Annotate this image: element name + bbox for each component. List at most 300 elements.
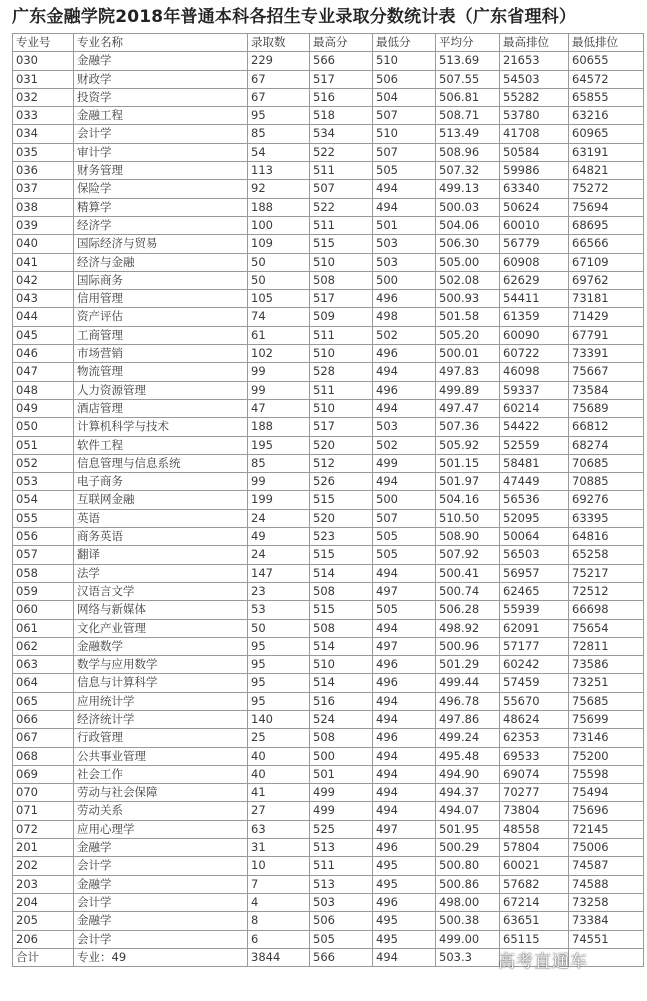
cell-min-score: 507 <box>373 143 436 161</box>
cell-min-score: 505 <box>373 528 436 546</box>
cell-best-rank: 21653 <box>500 52 569 70</box>
cell-major-code: 054 <box>13 491 74 509</box>
cell-avg-score: 500.03 <box>436 198 500 216</box>
cell-admitted-count: 3844 <box>248 948 310 966</box>
cell-min-score: 494 <box>373 564 436 582</box>
cell-major-code: 066 <box>13 710 74 728</box>
column-header-admitted-count: 录取数 <box>248 34 310 52</box>
cell-best-rank: 73804 <box>500 802 569 820</box>
table-row <box>13 528 644 546</box>
table-row <box>13 692 644 710</box>
cell-avg-score: 498.92 <box>436 619 500 637</box>
cell-avg-score: 494.90 <box>436 765 500 783</box>
cell-major-name: 应用统计学 <box>74 692 248 710</box>
cell-min-score: 494 <box>373 784 436 802</box>
table-row <box>13 180 644 198</box>
cell-best-rank: 62629 <box>500 271 569 289</box>
cell-best-rank: 57804 <box>500 839 569 857</box>
cell-avg-score: 506.81 <box>436 88 500 106</box>
cell-major-name: 金融学 <box>74 912 248 930</box>
cell-min-score: 494 <box>373 198 436 216</box>
cell-avg-score: 513.69 <box>436 52 500 70</box>
cell-max-score: 510 <box>310 345 373 363</box>
cell-major-name: 计算机科学与技术 <box>74 418 248 436</box>
cell-lowest-rank: 67109 <box>569 253 644 271</box>
cell-avg-score: 507.55 <box>436 70 500 88</box>
cell-lowest-rank: 65855 <box>569 88 644 106</box>
cell-avg-score: 500.38 <box>436 912 500 930</box>
cell-min-score: 496 <box>373 839 436 857</box>
table-row <box>13 381 644 399</box>
cell-best-rank: 48624 <box>500 710 569 728</box>
cell-avg-score: 497.86 <box>436 710 500 728</box>
cell-best-rank: 56779 <box>500 235 569 253</box>
cell-min-score: 497 <box>373 820 436 838</box>
cell-avg-score: 507.32 <box>436 162 500 180</box>
cell-max-score: 501 <box>310 765 373 783</box>
cell-admitted-count: 140 <box>248 710 310 728</box>
cell-lowest-rank: 60655 <box>569 52 644 70</box>
cell-major-name: 公共事业管理 <box>74 747 248 765</box>
cell-admitted-count: 8 <box>248 912 310 930</box>
cell-major-name: 经济学 <box>74 216 248 234</box>
cell-avg-score: 500.93 <box>436 290 500 308</box>
cell-best-rank: 60214 <box>500 399 569 417</box>
cell-best-rank: 54411 <box>500 290 569 308</box>
cell-major-name: 保险学 <box>74 180 248 198</box>
cell-major-name: 商务英语 <box>74 528 248 546</box>
cell-best-rank: 60021 <box>500 857 569 875</box>
cell-best-rank: 61359 <box>500 308 569 326</box>
cell-major-code: 031 <box>13 70 74 88</box>
cell-major-name: 经济与金融 <box>74 253 248 271</box>
cell-best-rank: 50584 <box>500 143 569 161</box>
cell-admitted-count: 47 <box>248 399 310 417</box>
cell-major-code: 034 <box>13 125 74 143</box>
cell-admitted-count: 53 <box>248 601 310 619</box>
cell-major-name: 财政学 <box>74 70 248 88</box>
cell-min-score: 500 <box>373 491 436 509</box>
cell-max-score: 500 <box>310 747 373 765</box>
cell-lowest-rank: 69762 <box>569 271 644 289</box>
cell-best-rank: 52559 <box>500 436 569 454</box>
cell-lowest-rank: 74551 <box>569 930 644 948</box>
table-row <box>13 363 644 381</box>
table-row <box>13 601 644 619</box>
table-row <box>13 235 644 253</box>
cell-max-score: 525 <box>310 820 373 838</box>
cell-major-code: 039 <box>13 216 74 234</box>
cell-major-code: 051 <box>13 436 74 454</box>
cell-lowest-rank: 73181 <box>569 290 644 308</box>
cell-max-score: 520 <box>310 509 373 527</box>
watermark-text: 高考直通车 <box>498 952 588 972</box>
cell-max-score: 528 <box>310 363 373 381</box>
cell-best-rank: 50624 <box>500 198 569 216</box>
cell-major-name: 财务管理 <box>74 162 248 180</box>
cell-major-name: 文化产业管理 <box>74 619 248 637</box>
cell-max-score: 508 <box>310 619 373 637</box>
cell-major-code: 056 <box>13 528 74 546</box>
cell-best-rank: 59986 <box>500 162 569 180</box>
cell-lowest-rank: 74587 <box>569 857 644 875</box>
cell-major-code: 036 <box>13 162 74 180</box>
cell-avg-score: 500.86 <box>436 875 500 893</box>
cell-min-score: 506 <box>373 70 436 88</box>
cell-admitted-count: 113 <box>248 162 310 180</box>
cell-lowest-rank: 75667 <box>569 363 644 381</box>
cell-min-score: 510 <box>373 125 436 143</box>
cell-min-score: 496 <box>373 381 436 399</box>
cell-best-rank: 55939 <box>500 601 569 619</box>
cell-lowest-rank: 64816 <box>569 528 644 546</box>
cell-min-score: 504 <box>373 88 436 106</box>
cell-max-score: 499 <box>310 802 373 820</box>
cell-max-score: 516 <box>310 692 373 710</box>
cell-lowest-rank: 66698 <box>569 601 644 619</box>
cell-avg-score: 501.97 <box>436 473 500 491</box>
cell-major-name: 专业：49 <box>74 948 248 966</box>
cell-major-code: 059 <box>13 582 74 600</box>
cell-min-score: 495 <box>373 930 436 948</box>
cell-admitted-count: 95 <box>248 637 310 655</box>
table-row <box>13 637 644 655</box>
cell-avg-score: 498.00 <box>436 893 500 911</box>
cell-admitted-count: 102 <box>248 345 310 363</box>
cell-avg-score: 506.30 <box>436 235 500 253</box>
cell-min-score: 510 <box>373 52 436 70</box>
cell-lowest-rank: 73146 <box>569 729 644 747</box>
cell-max-score: 503 <box>310 893 373 911</box>
cell-admitted-count: 85 <box>248 454 310 472</box>
cell-min-score: 496 <box>373 893 436 911</box>
cell-major-code: 037 <box>13 180 74 198</box>
cell-major-code: 065 <box>13 692 74 710</box>
cell-min-score: 497 <box>373 637 436 655</box>
cell-major-name: 物流管理 <box>74 363 248 381</box>
cell-major-name: 劳动与社会保障 <box>74 784 248 802</box>
cell-major-name: 金融数学 <box>74 637 248 655</box>
cell-best-rank: 47449 <box>500 473 569 491</box>
cell-major-name: 会计学 <box>74 857 248 875</box>
cell-major-name: 人力资源管理 <box>74 381 248 399</box>
table-row <box>13 345 644 363</box>
cell-min-score: 507 <box>373 107 436 125</box>
cell-max-score: 534 <box>310 125 373 143</box>
table-row <box>13 271 644 289</box>
cell-admitted-count: 41 <box>248 784 310 802</box>
cell-major-code: 070 <box>13 784 74 802</box>
cell-admitted-count: 40 <box>248 765 310 783</box>
cell-major-name: 会计学 <box>74 893 248 911</box>
table-row <box>13 491 644 509</box>
table-row <box>13 399 644 417</box>
cell-admitted-count: 85 <box>248 125 310 143</box>
cell-admitted-count: 195 <box>248 436 310 454</box>
cell-lowest-rank: 74588 <box>569 875 644 893</box>
cell-avg-score: 508.96 <box>436 143 500 161</box>
cell-major-code: 040 <box>13 235 74 253</box>
cell-major-name: 金融学 <box>74 839 248 857</box>
cell-major-name: 金融学 <box>74 52 248 70</box>
cell-admitted-count: 188 <box>248 198 310 216</box>
table-row <box>13 436 644 454</box>
cell-max-score: 515 <box>310 546 373 564</box>
cell-max-score: 511 <box>310 162 373 180</box>
cell-lowest-rank: 71429 <box>569 308 644 326</box>
cell-best-rank: 60010 <box>500 216 569 234</box>
cell-major-code: 050 <box>13 418 74 436</box>
cell-admitted-count: 100 <box>248 216 310 234</box>
cell-major-code: 047 <box>13 363 74 381</box>
cell-max-score: 512 <box>310 454 373 472</box>
table-row <box>13 70 644 88</box>
cell-lowest-rank: 69276 <box>569 491 644 509</box>
cell-max-score: 499 <box>310 784 373 802</box>
cell-max-score: 518 <box>310 107 373 125</box>
cell-admitted-count: 10 <box>248 857 310 875</box>
cell-major-code: 201 <box>13 839 74 857</box>
cell-max-score: 524 <box>310 710 373 728</box>
cell-major-code: 030 <box>13 52 74 70</box>
cell-lowest-rank: 75598 <box>569 765 644 783</box>
cell-major-code: 203 <box>13 875 74 893</box>
table-row <box>13 198 644 216</box>
admission-score-table <box>12 33 644 967</box>
table-row <box>13 253 644 271</box>
table-row <box>13 912 644 930</box>
cell-min-score: 498 <box>373 308 436 326</box>
cell-admitted-count: 50 <box>248 619 310 637</box>
cell-max-score: 515 <box>310 601 373 619</box>
cell-admitted-count: 63 <box>248 820 310 838</box>
cell-best-rank: 57682 <box>500 875 569 893</box>
cell-lowest-rank: 75217 <box>569 564 644 582</box>
cell-lowest-rank: 67791 <box>569 326 644 344</box>
table-row <box>13 418 644 436</box>
cell-min-score: 494 <box>373 802 436 820</box>
cell-major-name: 审计学 <box>74 143 248 161</box>
cell-major-code: 060 <box>13 601 74 619</box>
cell-avg-score: 503.3 <box>436 948 500 966</box>
cell-major-code: 042 <box>13 271 74 289</box>
cell-max-score: 516 <box>310 88 373 106</box>
cell-best-rank: 56536 <box>500 491 569 509</box>
cell-avg-score: 507.92 <box>436 546 500 564</box>
cell-avg-score: 505.00 <box>436 253 500 271</box>
cell-avg-score: 504.16 <box>436 491 500 509</box>
cell-min-score: 496 <box>373 674 436 692</box>
cell-major-code: 053 <box>13 473 74 491</box>
cell-best-rank: 60722 <box>500 345 569 363</box>
cell-max-score: 514 <box>310 564 373 582</box>
cell-avg-score: 504.06 <box>436 216 500 234</box>
cell-lowest-rank: 73586 <box>569 656 644 674</box>
cell-avg-score: 505.20 <box>436 326 500 344</box>
cell-min-score: 499 <box>373 454 436 472</box>
cell-avg-score: 499.44 <box>436 674 500 692</box>
cell-major-code: 041 <box>13 253 74 271</box>
cell-best-rank: 55282 <box>500 88 569 106</box>
table-row <box>13 473 644 491</box>
cell-best-rank: 54503 <box>500 70 569 88</box>
cell-major-name: 精算学 <box>74 198 248 216</box>
cell-major-code: 205 <box>13 912 74 930</box>
cell-avg-score: 499.13 <box>436 180 500 198</box>
cell-best-rank: 46098 <box>500 363 569 381</box>
table-row <box>13 893 644 911</box>
table-row <box>13 88 644 106</box>
cell-lowest-rank: 63395 <box>569 509 644 527</box>
cell-admitted-count: 95 <box>248 656 310 674</box>
cell-min-score: 502 <box>373 436 436 454</box>
cell-max-score: 522 <box>310 143 373 161</box>
table-row <box>13 546 644 564</box>
cell-max-score: 507 <box>310 180 373 198</box>
table-row <box>13 674 644 692</box>
cell-major-name: 信息与计算科学 <box>74 674 248 692</box>
cell-lowest-rank: 73384 <box>569 912 644 930</box>
column-header-avg-score: 平均分 <box>436 34 500 52</box>
cell-best-rank: 62091 <box>500 619 569 637</box>
cell-major-name: 法学 <box>74 564 248 582</box>
cell-best-rank: 59337 <box>500 381 569 399</box>
cell-major-code: 069 <box>13 765 74 783</box>
cell-min-score: 494 <box>373 692 436 710</box>
cell-max-score: 511 <box>310 326 373 344</box>
cell-best-rank: 60908 <box>500 253 569 271</box>
table-row <box>13 710 644 728</box>
cell-major-code: 071 <box>13 802 74 820</box>
cell-major-code: 045 <box>13 326 74 344</box>
cell-lowest-rank: 72811 <box>569 637 644 655</box>
cell-lowest-rank: 75694 <box>569 198 644 216</box>
cell-lowest-rank: 75200 <box>569 747 644 765</box>
cell-lowest-rank: 70685 <box>569 454 644 472</box>
cell-min-score: 494 <box>373 363 436 381</box>
cell-admitted-count: 27 <box>248 802 310 820</box>
cell-best-rank: 54422 <box>500 418 569 436</box>
cell-admitted-count: 147 <box>248 564 310 582</box>
cell-major-code: 072 <box>13 820 74 838</box>
cell-avg-score: 495.48 <box>436 747 500 765</box>
cell-major-code: 052 <box>13 454 74 472</box>
cell-major-code: 044 <box>13 308 74 326</box>
cell-major-name: 电子商务 <box>74 473 248 491</box>
cell-lowest-rank: 75696 <box>569 802 644 820</box>
cell-avg-score: 501.29 <box>436 656 500 674</box>
cell-major-code: 038 <box>13 198 74 216</box>
cell-lowest-rank: 75685 <box>569 692 644 710</box>
cell-min-score: 494 <box>373 473 436 491</box>
cell-lowest-rank: 66812 <box>569 418 644 436</box>
cell-admitted-count: 25 <box>248 729 310 747</box>
cell-admitted-count: 50 <box>248 253 310 271</box>
cell-max-score: 566 <box>310 52 373 70</box>
cell-avg-score: 497.83 <box>436 363 500 381</box>
cell-lowest-rank: 75272 <box>569 180 644 198</box>
cell-max-score: 566 <box>310 948 373 966</box>
cell-major-name: 信息管理与信息系统 <box>74 454 248 472</box>
cell-major-code: 064 <box>13 674 74 692</box>
cell-lowest-rank: 70885 <box>569 473 644 491</box>
cell-best-rank: 41708 <box>500 125 569 143</box>
table-row <box>13 656 644 674</box>
cell-min-score: 497 <box>373 582 436 600</box>
cell-major-name: 劳动关系 <box>74 802 248 820</box>
cell-min-score: 502 <box>373 326 436 344</box>
cell-min-score: 503 <box>373 253 436 271</box>
table-row <box>13 308 644 326</box>
cell-major-code: 048 <box>13 381 74 399</box>
cell-major-name: 互联网金融 <box>74 491 248 509</box>
table-row <box>13 290 644 308</box>
cell-min-score: 494 <box>373 765 436 783</box>
table-row <box>13 784 644 802</box>
cell-max-score: 508 <box>310 582 373 600</box>
cell-admitted-count: 99 <box>248 381 310 399</box>
table-row <box>13 216 644 234</box>
table-row <box>13 143 644 161</box>
cell-major-name: 会计学 <box>74 930 248 948</box>
cell-major-name: 会计学 <box>74 125 248 143</box>
cell-best-rank: 69533 <box>500 747 569 765</box>
cell-min-score: 496 <box>373 656 436 674</box>
cell-major-code: 033 <box>13 107 74 125</box>
cell-major-name: 网络与新媒体 <box>74 601 248 619</box>
cell-major-code: 202 <box>13 857 74 875</box>
cell-avg-score: 500.29 <box>436 839 500 857</box>
cell-avg-score: 508.90 <box>436 528 500 546</box>
table-row <box>13 765 644 783</box>
cell-best-rank: 53780 <box>500 107 569 125</box>
cell-major-code: 061 <box>13 619 74 637</box>
cell-major-code: 035 <box>13 143 74 161</box>
cell-best-rank: 67214 <box>500 893 569 911</box>
cell-min-score: 494 <box>373 948 436 966</box>
table-row <box>13 729 644 747</box>
cell-min-score: 496 <box>373 345 436 363</box>
cell-max-score: 517 <box>310 418 373 436</box>
table-row <box>13 875 644 893</box>
cell-lowest-rank: 75006 <box>569 839 644 857</box>
cell-max-score: 510 <box>310 656 373 674</box>
cell-max-score: 515 <box>310 235 373 253</box>
cell-lowest-rank: 65258 <box>569 546 644 564</box>
cell-max-score: 520 <box>310 436 373 454</box>
cell-major-name: 数学与应用数学 <box>74 656 248 674</box>
column-header-major-name: 专业名称 <box>74 34 248 52</box>
cell-min-score: 507 <box>373 509 436 527</box>
cell-min-score: 494 <box>373 710 436 728</box>
cell-admitted-count: 188 <box>248 418 310 436</box>
cell-avg-score: 497.47 <box>436 399 500 417</box>
column-header-max-score: 最高分 <box>310 34 373 52</box>
cell-max-score: 517 <box>310 70 373 88</box>
cell-lowest-rank: 68695 <box>569 216 644 234</box>
table-row <box>13 564 644 582</box>
cell-avg-score: 507.36 <box>436 418 500 436</box>
cell-max-score: 522 <box>310 198 373 216</box>
cell-major-code: 032 <box>13 88 74 106</box>
cell-lowest-rank: 72512 <box>569 582 644 600</box>
cell-admitted-count: 92 <box>248 180 310 198</box>
cell-admitted-count: 7 <box>248 875 310 893</box>
table-row <box>13 619 644 637</box>
table-row <box>13 747 644 765</box>
cell-major-code: 067 <box>13 729 74 747</box>
cell-admitted-count: 67 <box>248 70 310 88</box>
